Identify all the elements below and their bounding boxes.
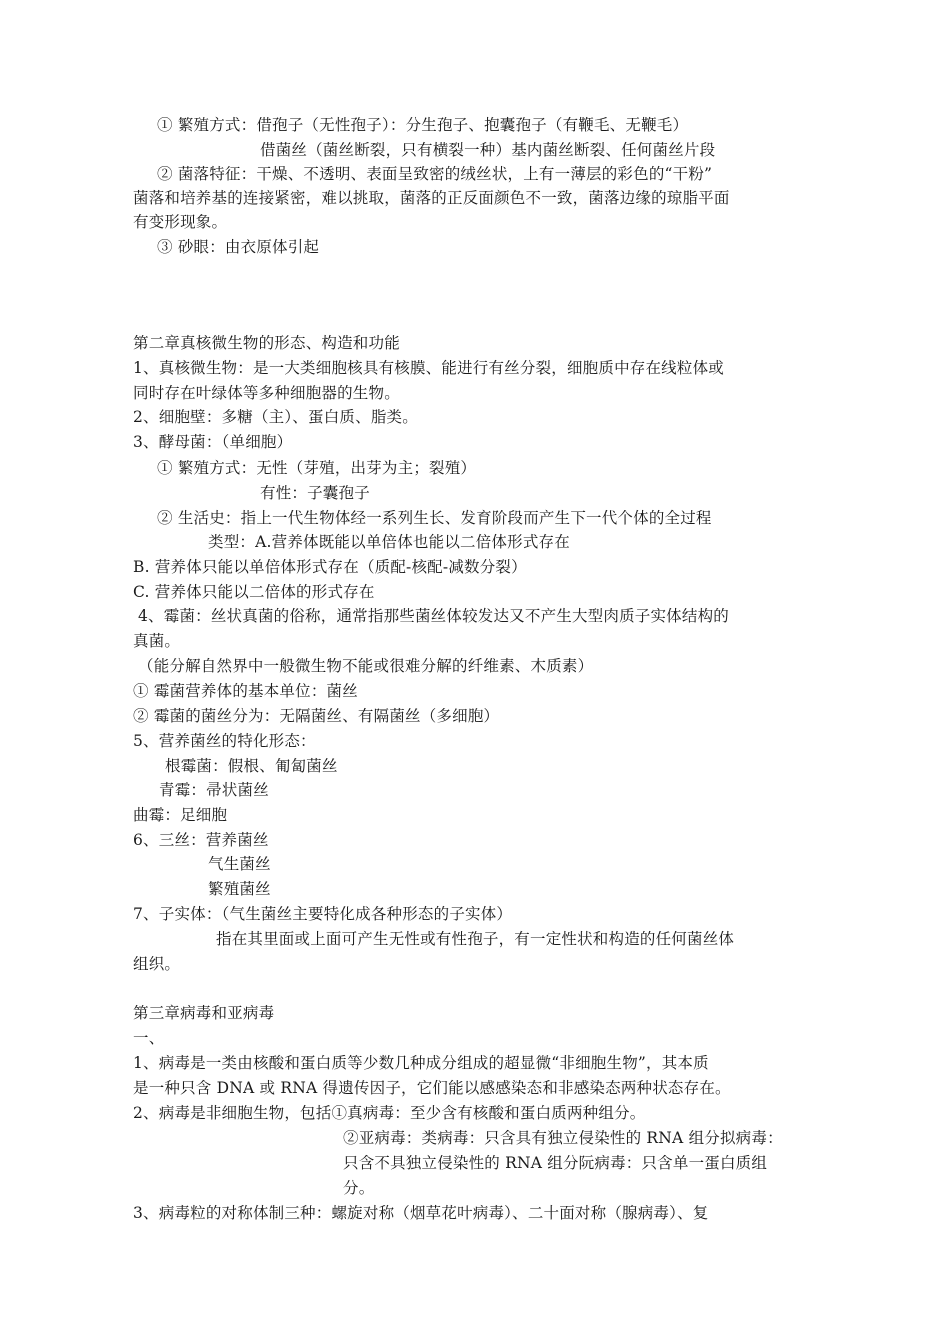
paragraph-line: ② 菌落特征：干燥、不透明、表面呈致密的绒丝状，上有一薄层的彩色的“干粉”: [157, 165, 713, 183]
paragraph-line: ③ 砂眼：由衣原体引起: [157, 238, 320, 256]
paragraph-line: 青霉：帚状菌丝: [159, 781, 269, 799]
paragraph-line: ① 霉菌营养体的基本单位：菌丝: [133, 682, 358, 700]
paragraph-line: 3、病毒粒的对称体制三种：螺旋对称（烟草花叶病毒）、二十面对称（腺病毒）、复: [133, 1204, 709, 1222]
paragraph-line: ② 霉菌的菌丝分为：无隔菌丝、有隔菌丝（多细胞）: [133, 707, 500, 725]
paragraph-line: 是一种只含 DNA 或 RNA 得遗传因子，它们能以感感染态和非感染态两种状态存在。: [133, 1079, 731, 1097]
paragraph-line: 一、: [133, 1029, 165, 1047]
paragraph-line: 组织。: [133, 955, 181, 973]
paragraph-line: 真菌。: [133, 632, 181, 650]
paragraph-line: ① 繁殖方式：借孢子（无性孢子）：分生孢子、抱囊孢子（有鞭毛、无鞭毛）: [157, 116, 689, 134]
paragraph-line: 根霉菌：假根、匍匐菌丝: [165, 757, 338, 775]
paragraph-line: 2、病毒是非细胞生物，包括①真病毒：至少含有核酸和蛋白质两种组分。: [133, 1104, 646, 1122]
paragraph-line: 6、三丝：营养菌丝: [133, 831, 269, 849]
paragraph-line: 5、营养菌丝的特化形态：: [133, 732, 316, 750]
paragraph-line: 类型：A.营养体既能以单倍体也能以二倍体形式存在: [208, 533, 570, 551]
paragraph-line: ②亚病毒：类病毒：只含具有独立侵染性的 RNA 组分拟病毒：: [343, 1129, 783, 1147]
paragraph-line: 繁殖菌丝: [208, 880, 271, 898]
paragraph-line: 1、病毒是一类由核酸和蛋白质等少数几种成分组成的超显微“非细胞生物”，其本质: [133, 1054, 709, 1072]
chapter-title: 第三章病毒和亚病毒: [133, 1004, 275, 1022]
paragraph-line: ② 生活史：指上一代生物体经一系列生长、发育阶段而产生下一代个体的全过程: [157, 509, 712, 527]
paragraph-line: 菌落和培养基的连接紧密，难以挑取，菌落的正反面颜色不一致，菌落边缘的琼脂平面: [133, 189, 730, 207]
paragraph-line: 有变形现象。: [133, 213, 228, 231]
paragraph-line: 7、子实体：（气生菌丝主要特化成各种形态的子实体）: [133, 905, 513, 923]
paragraph-line: ① 繁殖方式：无性（芽殖，出芽为主；裂殖）: [157, 459, 477, 477]
paragraph-line: 分。: [343, 1179, 375, 1197]
paragraph-line: 只含不具独立侵染性的 RNA 组分阮病毒：只含单一蛋白质组: [343, 1154, 768, 1172]
paragraph-line: C. 营养体只能以二倍体的形式存在: [133, 583, 375, 601]
paragraph-line: 3、酵母菌：（单细胞）: [133, 433, 293, 451]
paragraph-line: 1、真核微生物：是一大类细胞核具有核膜、能进行有丝分裂，细胞质中存在线粒体或: [133, 359, 724, 377]
paragraph-line: 同时存在叶绿体等多种细胞器的生物。: [133, 384, 400, 402]
paragraph-line: 借菌丝（菌丝断裂，只有横裂一种）基内菌丝断裂、任何菌丝片段: [260, 141, 716, 159]
paragraph-line: B. 营养体只能以单倍体形式存在（质配-核配-减数分裂）: [133, 558, 527, 576]
chapter-title: 第二章真核微生物的形态、构造和功能: [133, 334, 400, 352]
paragraph-line: 2、细胞壁：多糖（主）、蛋白质、脂类。: [133, 408, 418, 426]
paragraph-line: 有性：子囊孢子: [260, 484, 370, 502]
paragraph-line: 曲霉：足细胞: [133, 806, 228, 824]
paragraph-line: （能分解自然界中一般微生物不能或很难分解的纤维素、木质素）: [138, 657, 594, 675]
paragraph-line: 指在其里面或上面可产生无性或有性孢子，有一定性状和构造的任何菌丝体: [216, 930, 735, 948]
paragraph-line: 4、霉菌：丝状真菌的俗称，通常指那些菌丝体较发达又不产生大型肉质子实体结构的: [138, 607, 729, 625]
paragraph-line: 气生菌丝: [208, 855, 271, 873]
